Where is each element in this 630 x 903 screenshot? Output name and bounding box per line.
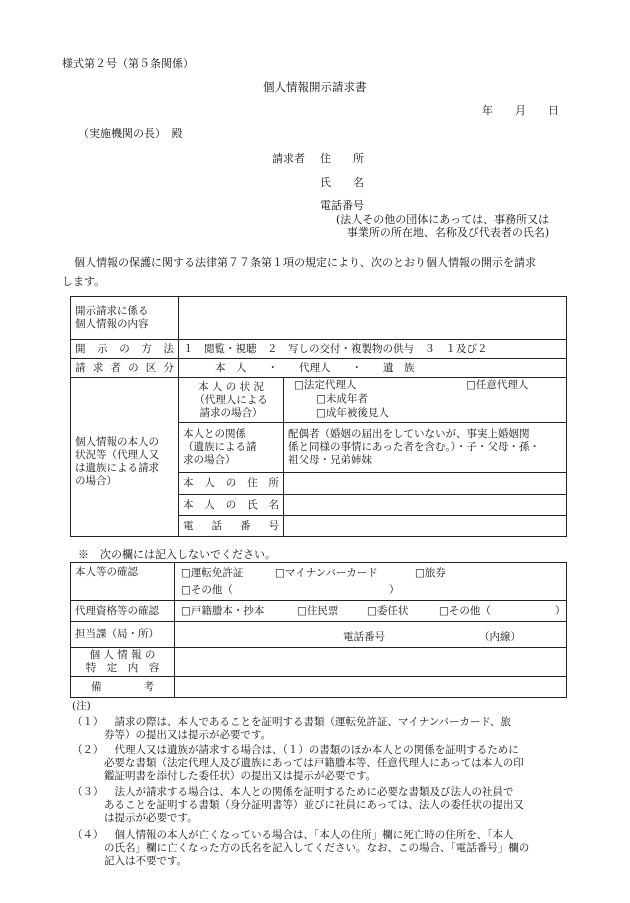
id-other[interactable]: □その他（	[181, 584, 233, 596]
id-drivers-license[interactable]: □運転免許証	[181, 567, 244, 579]
note-2-number: （２）	[72, 744, 104, 756]
agent-family-register[interactable]: □戸籍謄本・抄本	[181, 605, 265, 617]
note-3-number: （３）	[72, 786, 104, 798]
status-minor[interactable]: □未成年者	[316, 393, 368, 405]
id-mynumber-card[interactable]: □マイナンバーカード	[275, 567, 378, 579]
intro-line-2: します。	[62, 275, 106, 288]
dept-field[interactable]	[175, 622, 567, 648]
note-4-number: （４）	[72, 829, 104, 841]
spec-field[interactable]	[175, 648, 567, 677]
dept-phone-label: 電話番号	[343, 631, 385, 643]
id-check-options	[175, 563, 567, 601]
id-other-close: ）	[389, 584, 400, 596]
notes-heading: (注)	[72, 700, 91, 712]
agent-resident-card[interactable]: □住民票	[297, 605, 339, 617]
date-line: 年 月 日	[482, 104, 559, 117]
dept-label: 担当課（局・所）	[71, 622, 175, 648]
agent-other[interactable]: □その他（	[439, 605, 491, 617]
requester-address-label: 住 所	[320, 152, 364, 165]
id-check-label: 本人等の確認	[71, 563, 175, 601]
spec-label: 個 人 情 報 の 特 定 内 容	[71, 648, 175, 677]
status-voluntary-agent[interactable]: □任意代理人	[466, 379, 529, 391]
id-passport[interactable]: □旅券	[415, 567, 446, 579]
relation-value[interactable]: 配偶者（婚姻の届出をしていないが、事実上婚姻関 係と同様の事情にあった者を含む。）・子・父母・孫・ 祖父母・兄弟姉妹	[284, 423, 567, 473]
info-content-label: 開示請求に係る 個人情報の内容	[71, 297, 179, 340]
note-4-text: 個人情報の本人が亡くなっている場合は、「本人の住所」欄に死亡時の住所を、「本人 の氏名」欄に亡くなった方の氏名を記入してください。なお、この場合、「電話番号」欄の 記入は不要です。	[104, 829, 530, 867]
note-1-number: （１）	[72, 716, 104, 728]
class-label: 請 求 者 の 区 分	[71, 359, 179, 378]
info-content-field[interactable]	[179, 297, 567, 340]
agent-power-of-attorney[interactable]: □委任状	[367, 605, 409, 617]
agent-other-close: ）	[555, 605, 566, 617]
person-phone-field[interactable]	[284, 516, 567, 537]
class-options[interactable]: 本 人 ・ 代理人 ・ 遺 族	[179, 359, 567, 378]
status-legal-agent[interactable]: □法定代理人	[294, 379, 357, 391]
status-group-label: 個人情報の本人の 状況等（代理人又 は遺族による請求 の場合）	[71, 378, 179, 537]
dept-extension-label: （内線）	[479, 631, 521, 643]
office-use-notice: ※ 次の欄には記入しないでください。	[78, 548, 276, 561]
requester-label: 請求者	[272, 152, 305, 165]
corporate-note: (法人その他の団体にあっては、事務所又は 事業所の所在地、名称及び代表者の氏名)	[336, 213, 550, 239]
person-phone-label: 電 話 番 号	[179, 516, 284, 537]
relation-label: 本人との関係 （遺族による請 求の場合）	[179, 423, 284, 473]
agent-check-options	[175, 601, 567, 622]
method-options[interactable]: １ 閲覧・視聴 ２ 写しの交付・複製物の供与 ３ １及び２	[179, 340, 567, 359]
remarks-label: 備 考	[71, 677, 175, 698]
agent-check-label: 代理資格等の確認	[71, 601, 175, 622]
intro-line-1: 個人情報の保護に関する法律第７７条第１項の規定により、次のとおり個人情報の開示を請求	[74, 256, 536, 269]
status-options	[284, 378, 567, 423]
requester-phone-label: 電話番号	[320, 199, 364, 212]
page-title: 個人情報開示請求書	[263, 80, 367, 94]
requester-name-label: 氏 名	[320, 176, 364, 189]
method-label: 開 示 の 方 法	[71, 340, 179, 359]
form-number: 様式第２号（第５条関係）	[62, 57, 194, 70]
person-address-label: 本 人 の 住 所	[179, 473, 284, 495]
person-name-label: 本 人 の 氏 名	[179, 495, 284, 516]
note-1-text: 請求の際は、本人であることを証明する書類（運転免許証、マイナンバーカード、旅 券等）の提出又は提示が必要です。	[104, 716, 511, 741]
note-3-text: 法人が請求する場合は、本人との関係を証明するために必要な書類及び法人の社員で あることを証明する書類（身分証明書等）並びに社員にあっては、法人の委任状の提出又 は提示が必要です。	[104, 786, 524, 824]
addressee: （実施機関の長） 殿	[78, 127, 183, 140]
person-name-field[interactable]	[284, 495, 567, 516]
note-2-text: 代理人又は遺族が請求する場合は、（１）の書類のほか本人との関係を証明するために 必要な書類（法定代理人及び遺族にあっては戸籍謄本等、任意代理人にあっては本人の印 鑑証明書を添付した委任状）の提出又は提示が必要です。	[104, 744, 524, 782]
status-adult-ward[interactable]: □成年被後見人	[316, 407, 389, 419]
request-table	[70, 296, 567, 537]
status-label: 本 人 の 状 況 （代理人による 請求の場合）	[179, 378, 284, 423]
remarks-field[interactable]	[175, 677, 567, 698]
person-address-field[interactable]	[284, 473, 567, 495]
office-use-table	[70, 562, 567, 698]
